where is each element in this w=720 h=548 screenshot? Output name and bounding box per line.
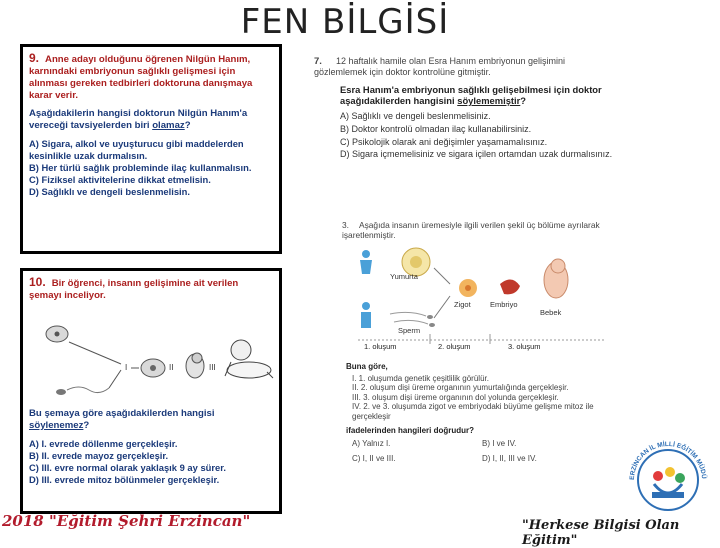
question-9-prompt xyxy=(29,108,273,132)
question-7-prompt-emphasis: söylememiştir xyxy=(457,95,521,106)
zygote-icon xyxy=(141,359,165,377)
question-9-options xyxy=(29,138,273,198)
question-7-option-a[interactable]: A) Sağlıklı ve dengeli beslenmelisiniz. xyxy=(340,111,491,121)
directorate-logo xyxy=(624,432,712,516)
stage-1-label: 1. oluşum xyxy=(364,342,397,351)
footer-slogan-right: "Herkese Bilgisi Olan Eğitim" xyxy=(522,518,680,548)
question-9-prompt-text: Aşağıdakilerin hangisi doktorun Nilgün Hanım'a vereceği tavsiyelerden biri xyxy=(29,108,248,131)
question-7-prompt-mark: ? xyxy=(520,95,527,106)
question-7-stem xyxy=(314,56,614,78)
question-9-stem-text: Anne adayı olduğunu öğrenen Nilgün Hanım, karnındaki embriyonun sağlıklı gelişmesi için alınması gereken tedbirleri doktoruna danışmaya karar verir. xyxy=(29,54,253,101)
question-3-lead xyxy=(346,362,616,372)
sperm-cluster-icon xyxy=(390,312,435,327)
arrow-sperm xyxy=(109,370,121,388)
egg-cell-icon xyxy=(46,326,68,342)
question-7-number: 7. xyxy=(314,56,322,67)
question-3-stem xyxy=(342,220,612,240)
question-9-option-c[interactable]: C) Fiziksel aktivitelerine dikkat etmelisin. xyxy=(29,174,211,185)
question-3-option-d[interactable]: D) I, II, III ve IV. xyxy=(482,453,537,463)
question-10-option-d[interactable]: D) III. evrede mitoz bölünmeler gerçekleşir. xyxy=(29,474,220,485)
arrow-sperm-to-zygote xyxy=(434,296,450,318)
question-3-lead-text: Buna göre, xyxy=(346,362,388,371)
question-9-option-a[interactable]: A) Sigara, alkol ve uyuşturucu gibi maddelerden kesinlikle uzak durmalısın. xyxy=(29,138,244,161)
question-10-prompt-mark: ? xyxy=(83,420,90,431)
development-diagram xyxy=(29,304,275,404)
question-9-option-b[interactable]: B) Her türlü sağlık probleminde ilaç kullanmalısın. xyxy=(29,162,252,173)
question-3-option-c[interactable]: C) I, II ve III. xyxy=(352,453,396,463)
question-9-stem xyxy=(29,52,273,102)
arrow-egg-to-zygote xyxy=(434,268,450,284)
directorate-logo-icon xyxy=(624,432,712,516)
question-3-number: 3. xyxy=(342,220,349,230)
question-3-options-row-2 xyxy=(346,454,616,464)
sperm-icon xyxy=(56,387,109,395)
question-7 xyxy=(314,56,614,160)
zygote-label: Zigot xyxy=(454,300,471,309)
egg-label: Yumurta xyxy=(390,272,418,281)
statement-4: IV. 2. ve 3. oluşumda zigot ve embriyodaki büyüme gelişme mitoz ile gerçekleşir xyxy=(352,402,594,421)
question-10-box xyxy=(20,268,282,514)
question-9-number: 9. xyxy=(29,51,40,65)
question-10-stem xyxy=(29,276,273,302)
question-10-option-a[interactable]: A) I. evrede döllenme gerçekleşir. xyxy=(29,438,178,449)
embryo-label: Embriyo xyxy=(490,300,518,309)
female-figure-icon xyxy=(360,250,372,274)
question-7-prompt-text: Esra Hanım'a embriyonun sağlıklı gelişebilmesi için doktor aşağıdakilerden hangisini xyxy=(340,84,602,106)
embryo-icon xyxy=(500,279,520,294)
question-3-stem-text: Aşağıda insanın üremesiyle ilgili verilen şekil üç bölüme ayrılarak işaretlenmiştir. xyxy=(342,220,600,240)
question-10-prompt xyxy=(29,408,273,432)
question-9-option-d[interactable]: D) Sağlıklı ve dengeli beslenmelisin. xyxy=(29,186,190,197)
question-9-prompt-emphasis: olamaz xyxy=(152,120,185,131)
reproduction-diagram-svg xyxy=(350,244,610,354)
page-title: FEN BİLGİSİ xyxy=(240,2,450,42)
question-10-option-c[interactable]: C) III. evre normal olarak yaklaşık 9 ay sürer. xyxy=(29,462,226,473)
question-10-prompt-emphasis: söylenemez xyxy=(29,420,84,431)
question-10-option-b[interactable]: B) II. evrede mayoz gerçekleşir. xyxy=(29,450,169,461)
stage-2-label: 2. oluşum xyxy=(438,342,471,351)
question-9-box xyxy=(20,44,282,254)
statement-3: III. 3. oluşum dişi üreme organının dol yolunda gerçekleşir. xyxy=(352,392,559,402)
statement-2: II. 2. oluşum dişi üreme organının yumurtalığında gerçekleşir. xyxy=(352,383,569,393)
question-3-body xyxy=(346,362,616,463)
question-3-ask xyxy=(346,426,616,436)
baby-icon xyxy=(544,259,568,298)
question-7-options xyxy=(314,110,614,160)
question-3-options-row-1 xyxy=(346,439,616,449)
stage-label-2: II xyxy=(169,363,174,372)
question-7-stem-text: 12 haftalık hamile olan Esra Hanım embriyonun gelişimini gözlemlemek için doktor kontrolüne gitmiştir. xyxy=(314,56,566,77)
baby-icon xyxy=(225,340,273,378)
statement-1: I. 1. oluşumda genetik çeşitlilik görülür. xyxy=(352,373,489,383)
question-7-option-c[interactable]: C) Psikolojik olarak ani değişimler yaşamamalısınız. xyxy=(340,137,548,147)
zygote-icon xyxy=(459,279,477,297)
question-10-stem-text: Bir öğrenci, insanın gelişimine ait verilen şemayı inceliyor. xyxy=(29,278,239,301)
question-10-options xyxy=(29,438,273,486)
question-7-option-d[interactable]: D) Sigara içmemelisiniz ve sigara içilen ortamdan uzak durmalısınız. xyxy=(340,149,613,159)
footer-slogan-left: 2018 "Eğitim Şehri Erzincan" xyxy=(2,512,251,530)
sperm-label: Sperm xyxy=(398,326,421,335)
question-3-option-b[interactable]: B) I ve IV. xyxy=(482,439,517,449)
stage-label-3: III xyxy=(209,363,216,372)
question-3-statements xyxy=(346,374,616,422)
logo-arc-text: ERZİNCAN İL MİLLİ EĞİTİM MÜDÜ xyxy=(628,440,708,481)
reproduction-diagram xyxy=(350,244,610,354)
question-3-ask-text: ifadelerinden hangileri doğrudur? xyxy=(346,425,475,435)
arrow-egg xyxy=(69,342,121,364)
stage-3-label: 3. oluşum xyxy=(508,342,541,351)
question-10-prompt-text: Bu şemaya göre aşağıdakilerden hangisi xyxy=(29,408,215,419)
baby-label: Bebek xyxy=(540,308,562,317)
question-7-prompt xyxy=(314,84,614,106)
male-figure-icon xyxy=(361,302,371,328)
question-3-option-a[interactable]: A) Yalnız I. xyxy=(352,439,391,449)
question-10-number: 10. xyxy=(29,275,46,289)
fetus-icon xyxy=(186,353,204,378)
stage-label-1: I xyxy=(125,363,128,372)
question-9-prompt-mark: ? xyxy=(184,120,191,131)
question-7-option-b[interactable]: B) Doktor kontrolü olmadan ilaç kullanabilirsiniz. xyxy=(340,124,532,134)
